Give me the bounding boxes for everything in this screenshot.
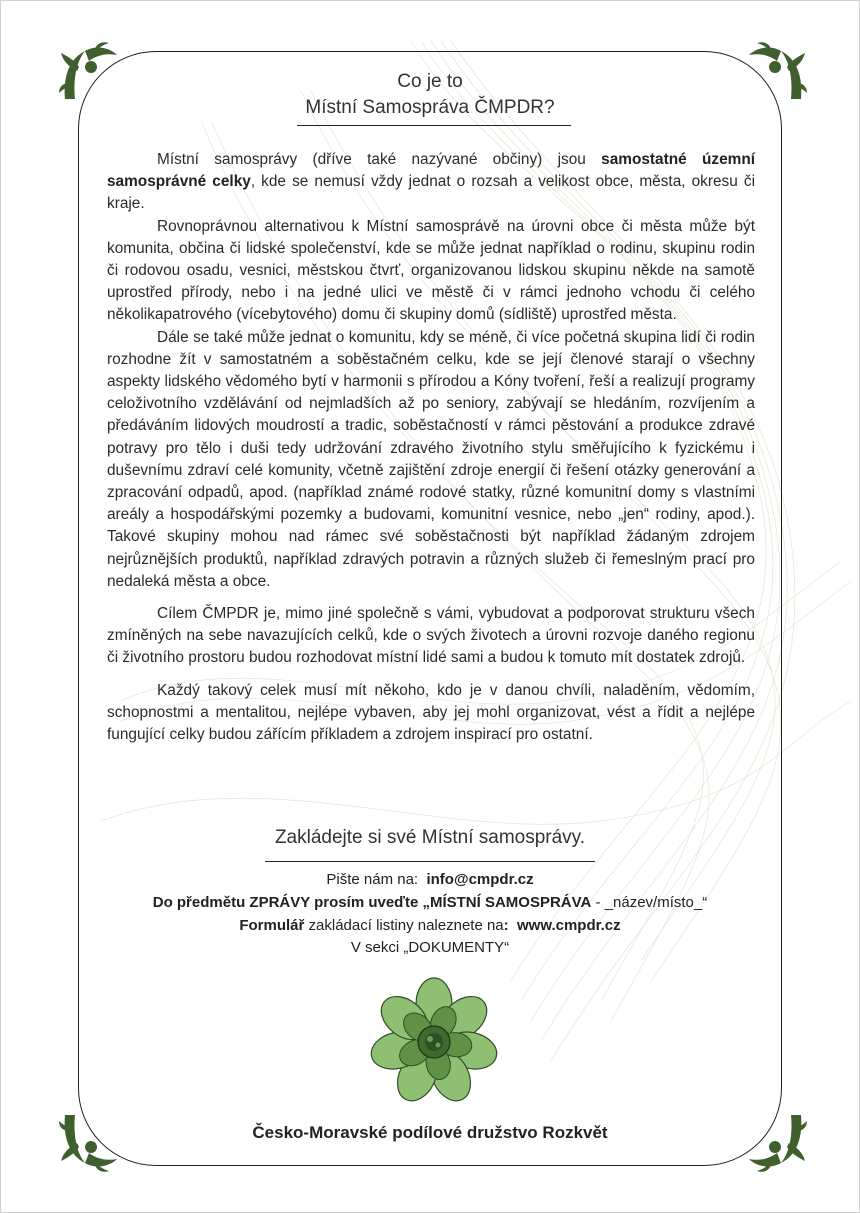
body-text	[107, 149, 755, 746]
email-link[interactable]: info@cmpdr.cz	[426, 871, 534, 888]
contact-form-line	[1, 917, 859, 934]
slogan-underline	[265, 861, 595, 862]
subject-rest: - _název/místo_“	[591, 894, 708, 911]
paragraph-2: Rovnoprávnou alternativou k Místní samosprávě na úrovni obce či města může být komunita, občina či lidské společenství, kde se může jednat například o rodinu, skupinu rodin či rodovou osadu, vesnici, městskou čtvrť, organizovanou lidskou skupinu někde na samotě uprostřed přírody, nebo i na jedné ulici ve městě či v rámci jednoho vchodu či celého několikapatrového (vícebytového) domu či skupiny domů (sídliště) uprostřed města.	[107, 217, 755, 324]
p1-lead: Místní samosprávy (dříve také nazývané občiny) jsou	[157, 151, 602, 168]
slogan: Zakládejte si své Místní samosprávy.	[274, 827, 586, 848]
p1-bold: samostatné územní samosprávné celky	[107, 151, 755, 191]
p1-rest: , kde se nemusí vždy jednat o rozsah a velikost obce, města, okresu či kraje.	[107, 173, 755, 213]
write-label: Pište nám na:	[326, 871, 419, 888]
paragraph-5: Každý takový celek musí mít někoho, kdo je v danou chvíli, naladěním, vědomím, schopnostmi a mentalitou, nejlépe vybaven, aby jej mohl organizovat, vést a řídit a nejlépe fungující celky budou zářícím příkladem a zdrojem inspirací pro ostatní.	[107, 681, 755, 744]
form-bold: Formulář	[239, 917, 305, 934]
form-text: zakládací listiny naleznete na	[304, 917, 504, 934]
title-line-1: Co je to	[397, 71, 463, 92]
green-flower-rosette-icon	[359, 977, 509, 1107]
paragraph-1	[107, 149, 755, 216]
contact-subject-line	[1, 894, 859, 911]
website-link[interactable]: www.cmpdr.cz	[517, 917, 621, 934]
paragraph-4: Cílem ČMPDR je, mimo jiné společně s vámi, vybudovat a podporovat strukturu všech zmíněných na sebe navazujících celků, kde o svých životech a úrovni rozvoje daného regionu či životního prostoru budou rozhodovat místní lidé sami a budou k tomuto mít dostatek zdrojů.	[107, 605, 755, 667]
organization-name: Česko-Moravské podílové družstvo Rozkvět	[252, 1123, 608, 1142]
contact-section-line: V sekci „DOKUMENTY“	[350, 939, 510, 956]
contact-email-line	[1, 871, 859, 888]
title-underline	[297, 125, 571, 126]
subject-bold: Do předmětu ZPRÁVY prosím uveďte „MÍSTNÍ SAMOSPRÁVA	[152, 894, 592, 911]
form-colon: :	[503, 917, 509, 934]
page-title: Místní Samospráva ČMPDR?	[305, 97, 555, 118]
paragraph-3: Dále se také může jednat o komunitu, kdy se méně, či více početná skupina lidí či rodin rozhodne žít v samostatném a soběstačném celku, kde se její členové starají o všechny aspekty lidského vědomého bytí v harmonii s přírodou a Kóny tvoření, řeší a realizují programy celoživotního vzdělávání od nejmladších až po seniory, zabývají se hledáním, rozvíjením a předáváním lidových moudrostí a tradic, soběstačností v rámci pěstování a produkce zdravé potravy pro tělo i duši tedy udržování zdravého životního stylu směřujícího k fyzickému i duševnímu zdraví celé komunity, včetně zajištění zdroje energií či řešení otázky generování a zpracování odpadů, apod. (například známé rodové statky, různé komunitní domy s vlastními areály a hospodářskými pozemky a budovami, komunitní vesnice, nebo „jen“ rodiny, apod.). Takové skupiny mohou nad rámec své soběstačnosti být například žádaným zdrojem nejrůznějších produktů, například zdravých potravin a různých služeb či řemeslným prací pro nedaleká města a obce.	[107, 328, 755, 590]
